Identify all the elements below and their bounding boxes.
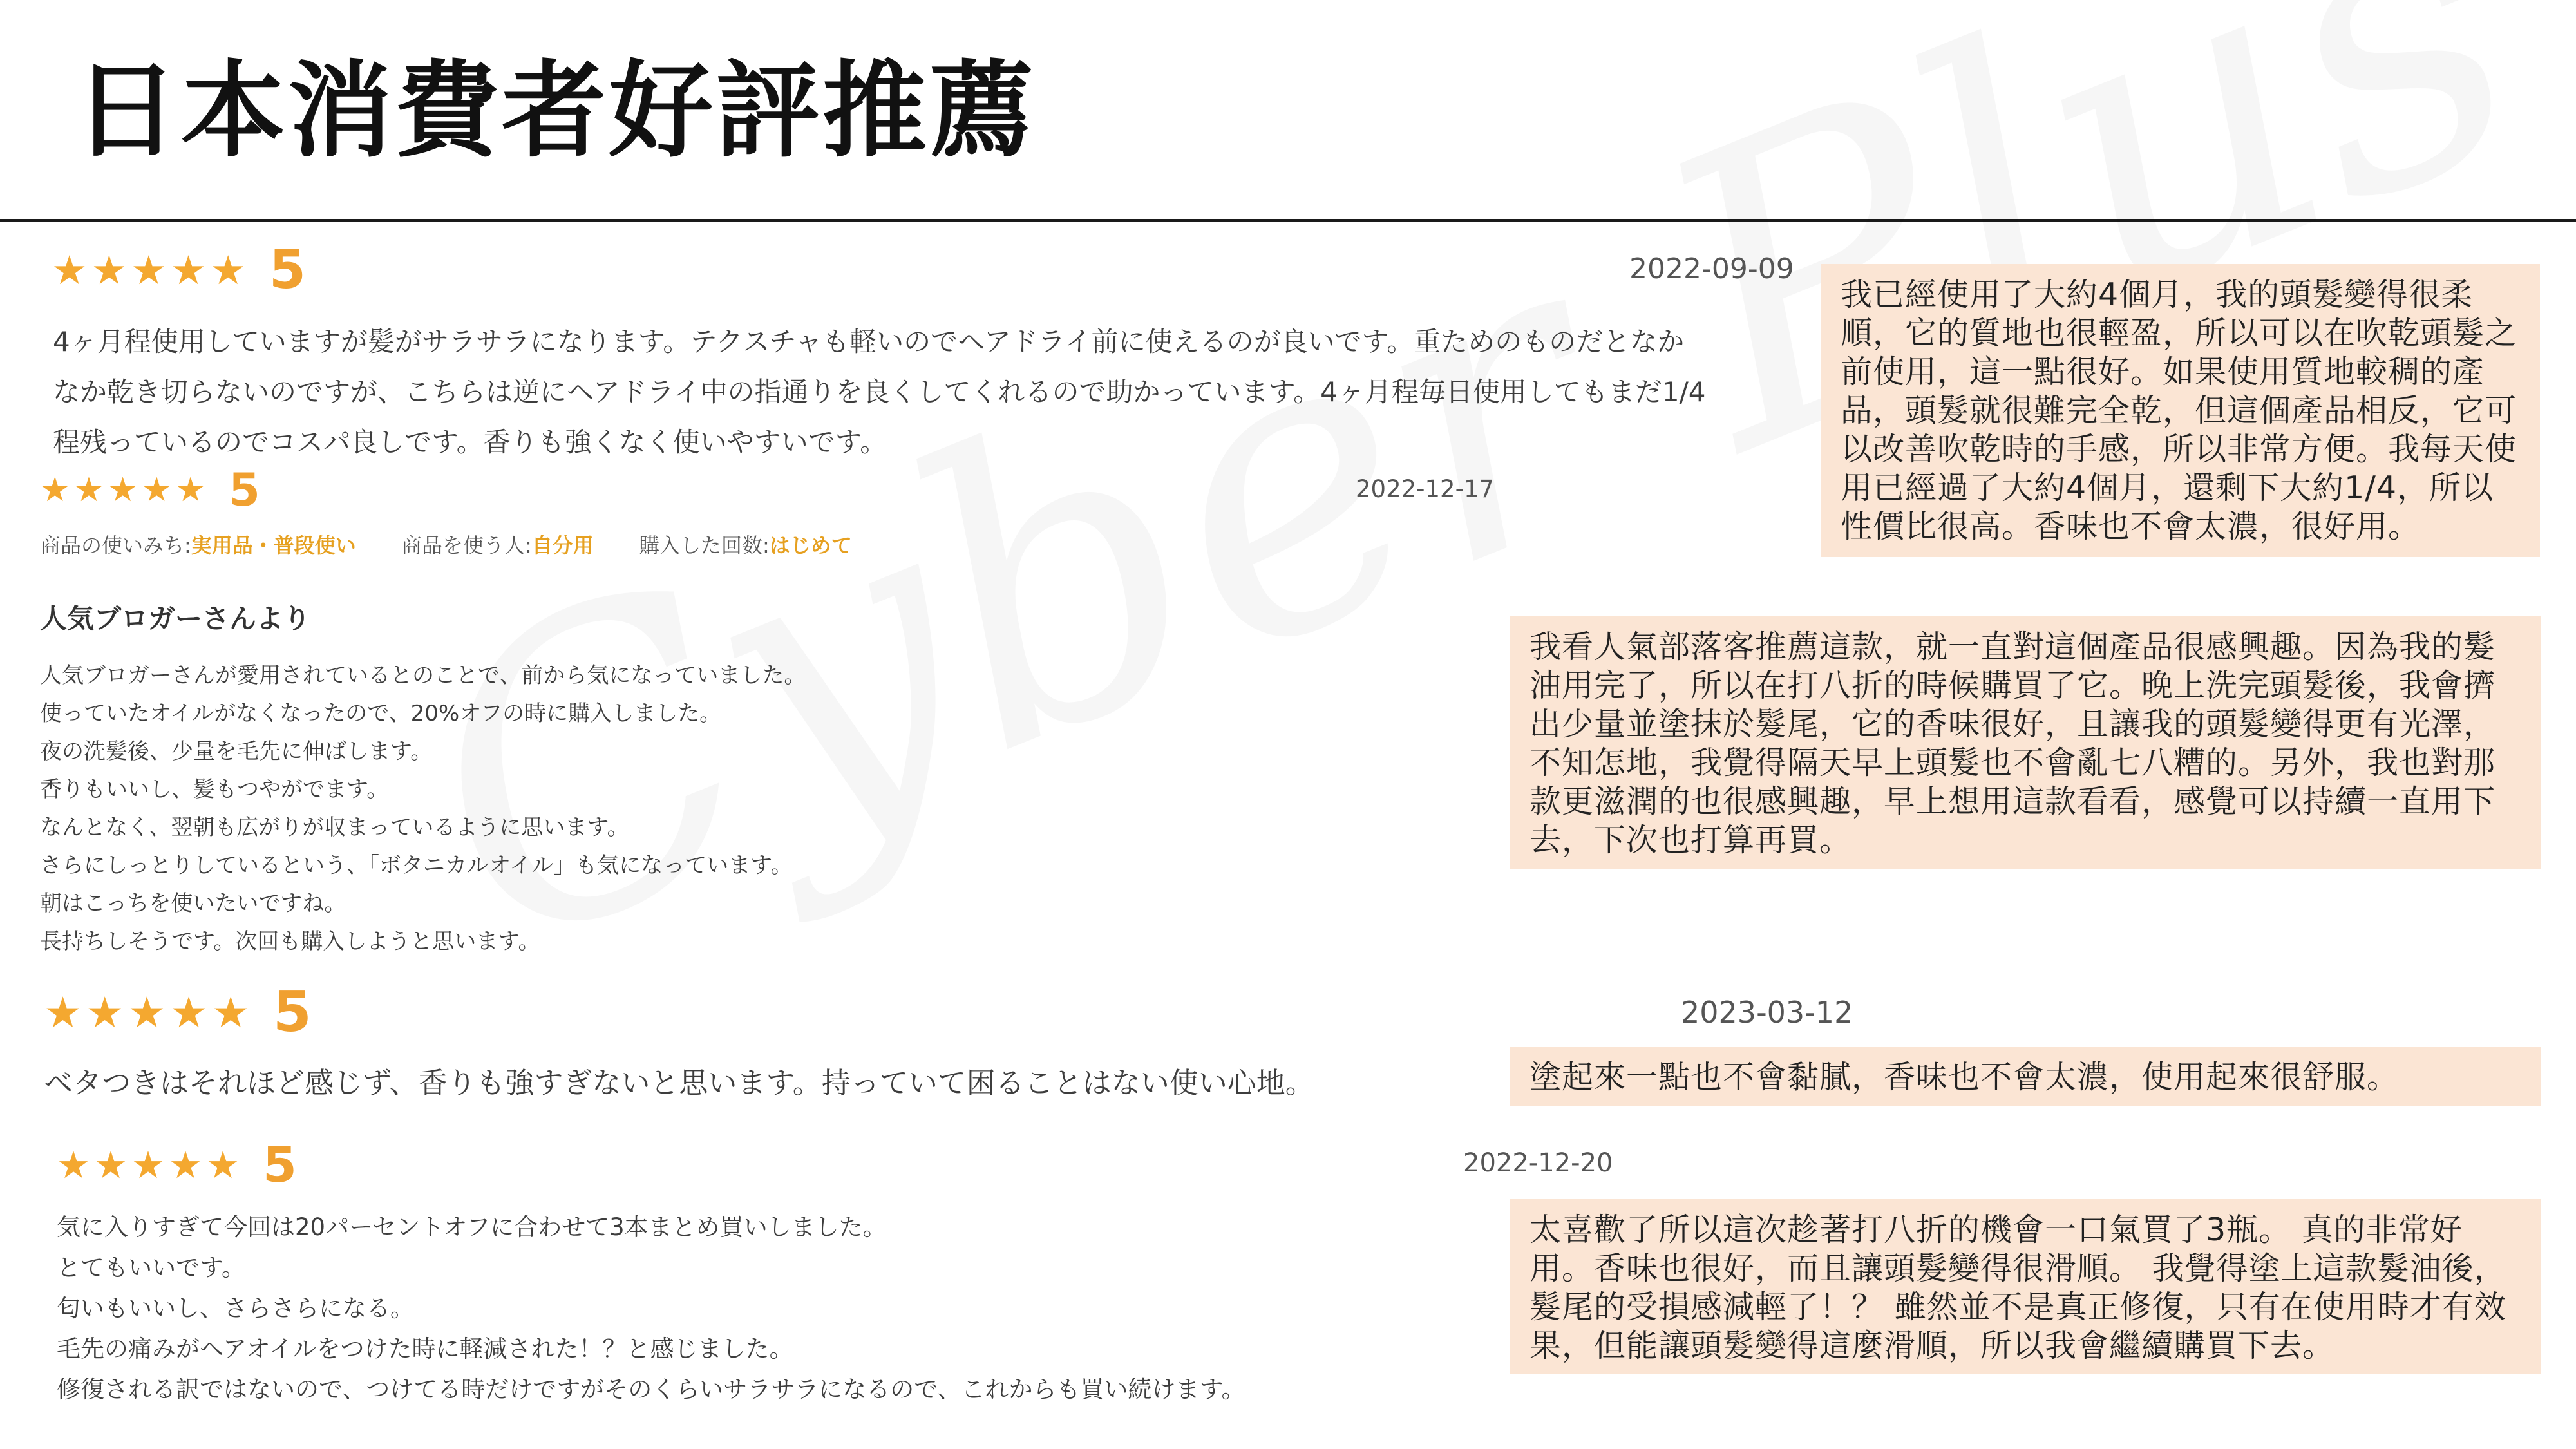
review-1-date: 2022-09-09 <box>1629 252 1794 285</box>
review-3-date: 2023-03-12 <box>1681 995 1853 1030</box>
review-4-translation: 太喜歡了所以這次趁著打八折的機會一口氣買了3瓶。 真的非常好用。香味也很好，而且讓頭髮變得很滑順。 我覺得塗上這款髮油後，髮尾的受損感減輕了！？ 雖然並不是真正修復，只有在使用時才有效果，但能讓頭髮變得這麼滑順，所以我會繼續購買下去。 <box>1510 1199 2541 1374</box>
review-4-text <box>57 1207 1245 1410</box>
review-text-line: 毛先の痛みがヘアオイルをつけた時に軽減された！？と感じました。 <box>57 1335 793 1363</box>
review-2-translation: 我看人氣部落客推薦這款，就一直對這個產品很感興趣。因為我的髮油用完了，所以在打八折的時候購買了它。晚上洗完頭髮後，我會擠出少量並塗抹於髮尾，它的香味很好，且讓我的頭髮變得更有光澤，不知怎地，我覺得隔天早上頭髮也不會亂七八糟的。另外，我也對那款更滋潤的也很感興趣，早上想用這款看看，感覺可以持續一直用下去，下次也打算再買。 <box>1510 616 2541 869</box>
review-3-translation: 塗起來一點也不會黏膩，香味也不會太濃，使用起來很舒服。 <box>1510 1046 2541 1106</box>
review-1-text <box>53 317 1705 468</box>
review-text-line: ベタつきはそれほど感じず、香りも強すぎないと思います。持っていて困ることはない使い心地。 <box>44 1066 1314 1100</box>
star-rating-icon: ★★★★★ <box>40 471 210 509</box>
review-text-line: 使っていたオイルがなくなったので、20%オフの時に購入しました。 <box>40 701 722 726</box>
meta-user: 商品を使う人:自分用 <box>401 533 594 558</box>
review-1-rating <box>52 240 306 301</box>
review-text-line: 気に入りすぎて今回は20パーセントオフに合わせて3本まとめ買いしました。 <box>57 1213 887 1241</box>
page-title: 日本消費者好評推薦 <box>74 51 1036 172</box>
review-2-heading: 人気ブロガーさんより <box>40 603 311 634</box>
rating-score: 5 <box>229 464 260 516</box>
rating-score: 5 <box>269 240 306 301</box>
review-text-line: 朝はこっちを使いたいですね。 <box>40 891 346 916</box>
review-text-line: 香りもいいし、髪もつやがでます。 <box>40 777 389 802</box>
review-3-rating <box>44 980 312 1045</box>
star-rating-icon: ★★★★★ <box>44 987 254 1037</box>
review-2-text <box>40 657 806 961</box>
star-rating-icon: ★★★★★ <box>57 1142 243 1187</box>
review-4-rating <box>57 1136 297 1193</box>
review-2-meta <box>40 529 891 559</box>
meta-usage: 商品の使いみち:実用品・普段使い <box>40 533 356 558</box>
review-text-line: なか乾き切らないのですが、こちらは逆にヘアドライ中の指通りを良くしてくれるので助かっています。4ヶ月程毎日使用してもまだ1/4 <box>53 376 1706 408</box>
review-1-translation: 我已經使用了大約4個月，我的頭髮變得很柔順，它的質地也很輕盈，所以可以在吹乾頭髮之前使用，這一點很好。如果使用質地較稠的產品，頭髮就很難完全乾，但這個產品相反，它可以改善吹乾時的手感，所以非常方便。我每天使用已經過了大約4個月，還剩下大約1/4，所以性價比很高。香味也不會太濃，很好用。 <box>1821 264 2540 557</box>
review-2-rating <box>40 464 260 516</box>
review-text-line: 匂いもいいし、さらさらになる。 <box>57 1294 414 1322</box>
rating-score: 5 <box>262 1136 297 1193</box>
review-2-date: 2022-12-17 <box>1356 475 1495 503</box>
header-divider <box>0 219 2576 222</box>
review-text-line: 夜の洗髪後、少量を毛先に伸ばします。 <box>40 739 433 764</box>
rating-score: 5 <box>272 980 312 1045</box>
review-text-line: 程残っているのでコスパ良しです。香りも強くなく使いやすいです。 <box>53 426 887 458</box>
review-text-line: さらにしっとりしているという、「ボタニカルオイル」も気になっています。 <box>40 853 793 878</box>
review-text-line: 4ヶ月程使用していますが髪がサラサラになります。テクスチャも軽いのでヘアドライ前に使えるのが良いです。重ためのものだとなか <box>53 326 1685 357</box>
review-3-text <box>44 1064 1314 1103</box>
review-text-line: とてもいいです。 <box>57 1254 246 1282</box>
review-text-line: 人気ブロガーさんが愛用されているとのことで、前から気になっていました。 <box>40 663 806 688</box>
review-text-line: 修復される訳ではないので、つけてる時だけですがそのくらいサラサラになるので、これからも買い続けます。 <box>57 1376 1245 1403</box>
star-rating-icon: ★★★★★ <box>52 247 250 294</box>
review-text-line: 長持ちしそうです。次回も購入しようと思います。 <box>40 929 540 954</box>
meta-purchase-count: 購入した回数:はじめて <box>638 533 852 558</box>
review-4-date: 2022-12-20 <box>1463 1148 1613 1178</box>
review-text-line: なんとなく、翌朝も広がりが収まっているように思います。 <box>40 815 629 840</box>
